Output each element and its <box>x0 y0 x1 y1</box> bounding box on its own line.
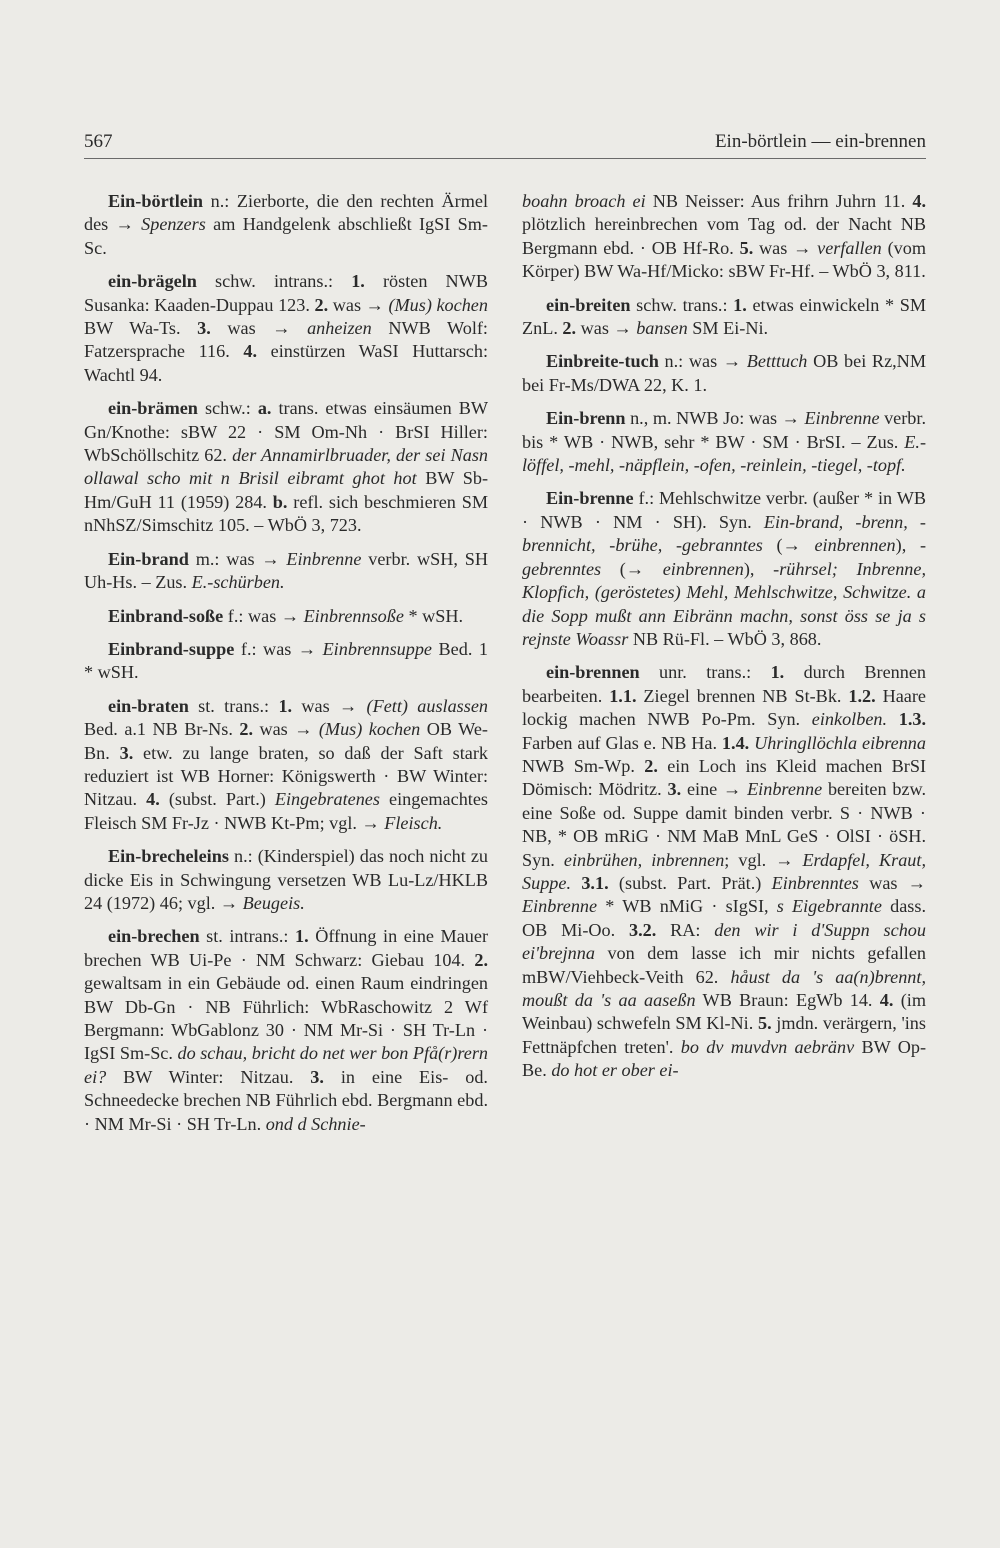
page-header <box>84 131 926 155</box>
dictionary-entry: boahn broach ei NB Neisser: Aus frihrn Juhrn 11. 4. plötzlich hereinbrechen vom Tag od. der Nacht NB Bergmann ebd. · OB Hf-Ro. 5. was → verfallen (vom Körper) BW Wa-Hf/Micko: sBW Fr-Hf. – WbÖ 3, 811. <box>522 191 926 282</box>
running-title: Ein-börtlein — ein-brennen <box>714 131 926 152</box>
dictionary-entry: Ein-börtlein n.: Zierborte, die den rechten Ärmel des → Spenzers am Handgelenk abschließt IgSI Sm-Sc. <box>84 191 488 258</box>
left-column <box>84 190 488 1146</box>
dictionary-entry: Ein-brenn n., m. NWB Jo: was → Einbrenne verbr. bis * WB · NWB, sehr * BW · SM · BrSI. – Zus. E.-löffel, -mehl, -näpflein, -ofen, -reinlein, -tiegel, -topf. <box>522 408 927 476</box>
dictionary-entry: ein-brämen schw.: a. trans. etwas einsäumen BW Gn/Knothe: sBW 22 · SM Om-Nh · BrSI Hiller: WbSchöllschitz 62. der Annamirlbruader, der sei Nasn ollawal scho mit n Brisil eibramt ghot hot BW Sb-Hm/GuH 11 (1959) 284. b. refl. sich beschmieren SM nNhSZ/Simschitz 105. – WbÖ 3, 723. <box>84 398 489 536</box>
header-rule <box>84 158 926 159</box>
dictionary-entry: Einbreite-tuch n.: was → Betttuch OB bei Rz,NM bei Fr-Ms/DWA 22, K. 1. <box>522 351 926 395</box>
dictionary-entry: Ein-brand m.: was → Einbrenne verbr. wSH, SH Uh-Hs. – Zus. E.-schürben. <box>84 548 488 593</box>
dictionary-entry: ein-breiten schw. trans.: 1. etwas einwickeln * SM ZnL. 2. was → bansen SM Ei-Ni. <box>522 294 926 339</box>
dictionary-entry: Ein-brecheleins n.: (Kinderspiel) das noch nicht zu dicke Eis in Schwingung versetzen WB Lu-Lz/HKLB 24 (1972) 46; vgl. → Beugeis. <box>84 846 488 913</box>
dictionary-entry: ein-braten st. trans.: 1. was → (Fett) auslassen Bed. a.1 NB Br-Ns. 2. was → (Mus) kochen OB We-Bn. 3. etw. zu lange braten, so daß der Saft stark reduziert ist WB Horner: Königswerth · BW Winter: Nitzau. 4. (subst. Part.) Eingebratenes eingemachtes Fleisch SM Fr-Jz · NWB Kt-Pm; vgl. → Fleisch. <box>84 695 489 833</box>
page-number: 567 <box>84 131 113 152</box>
dictionary-entry: ein-brennen unr. trans.: 1. durch Brennen bearbeiten. 1.1. Ziegel brennen NB St-Bk. 1.2. Haare lockig machen NWB Po-Pm. Syn. einkolben. 1.3. Farben auf Glas e. NB Ha. 1.4. Uhringllöchla eibrenna NWB Sm-Wp. 2. ein Loch ins Kleid machen BrSI Dömisch: Mödritz. 3. eine → Einbrenne bereiten bzw. eine Soße od. Suppe damit binden verbr. S · NWB · NB, * OB mRiG · NM MaB MnL GeS · OlSI · öSH. Syn. einbrühen, inbrennen; vgl. → Erdapfel, Kraut, Suppe. 3.1. (subst. Part. Prät.) Einbrenntes was → Einbrenne * WB nMiG · sIgSI, s Eigebrannte dass. OB Mi-Oo. 3.2. RA: den wir i d'Suppn schou ei'brejnna von dem lasse ich mir nichts gefallen mBW/Viehbeck-Veith 62. håust da 's aa(n)brennt, moußt da 's aa aaseßn WB Braun: EgWb 14. 4. (im Weinbau) schwefeln SM Kl-Ni. 5. jmdn. verärgern, 'ins Fettnäpfchen treten'. bo dv muvdvn aebränv BW Op-Be. do hot er ober ei- <box>522 662 927 1081</box>
dictionary-entry: ein-brechen st. intrans.: 1. Öffnung in eine Mauer brechen WB Ui-Pe · NM Schwarz: Giebau 104. 2. gewaltsam in ein Gebäude od. einen Raum eindringen BW Db-Gn · NB Führlich: WbRaschowitz 2 Wf Bergmann: WbGablonz 30 · NM Mr-Si · SH Tr-Ln · IgSI Sm-Sc. do schau, bricht do net wer bon Pfå(r)rern ei? BW Winter: Nitzau. 3. in eine Eis- od. Schneedecke brechen NB Führlich ebd. Bergmann ebd. · NM Mr-Si · SH Tr-Ln. ond d Schnie- <box>84 926 489 1134</box>
dictionary-entry: Ein-brenne f.: Mehlschwitze verbr. (außer * in WB · NWB · NM · SH). Syn. Ein-brand, -brenn, -brennicht, -brühe, -gebranntes (→ einbrennen), -gebrenntes (→ einbrennen), -rührsel; Inbrenne, Klopfich, (geröstetes) Mehl, Mehlschwitze, Schwitze. a die Sopp mußt ann Eibränn machn, sonst öss se ja s rejnste Woassr NB Rü-Fl. – WbÖ 3, 868. <box>522 488 927 649</box>
dictionary-entry: Einbrand-suppe f.: was → Einbrennsuppe Bed. 1 * wSH. <box>84 638 488 683</box>
dictionary-entry: Einbrand-soße f.: was → Einbrennsoße * wSH. <box>108 605 464 626</box>
dictionary-entry: ein-brägeln schw. intrans.: 1. rösten NWB Susanka: Kaaden-Duppau 123. 2. was → (Mus) kochen BW Wa-Ts. 3. was → anheizen NWB Wolf: Fatzersprache 116. 4. einstürzen WaSI Huttarsch: Wachtl 94. <box>84 271 488 385</box>
right-column <box>522 190 926 1093</box>
